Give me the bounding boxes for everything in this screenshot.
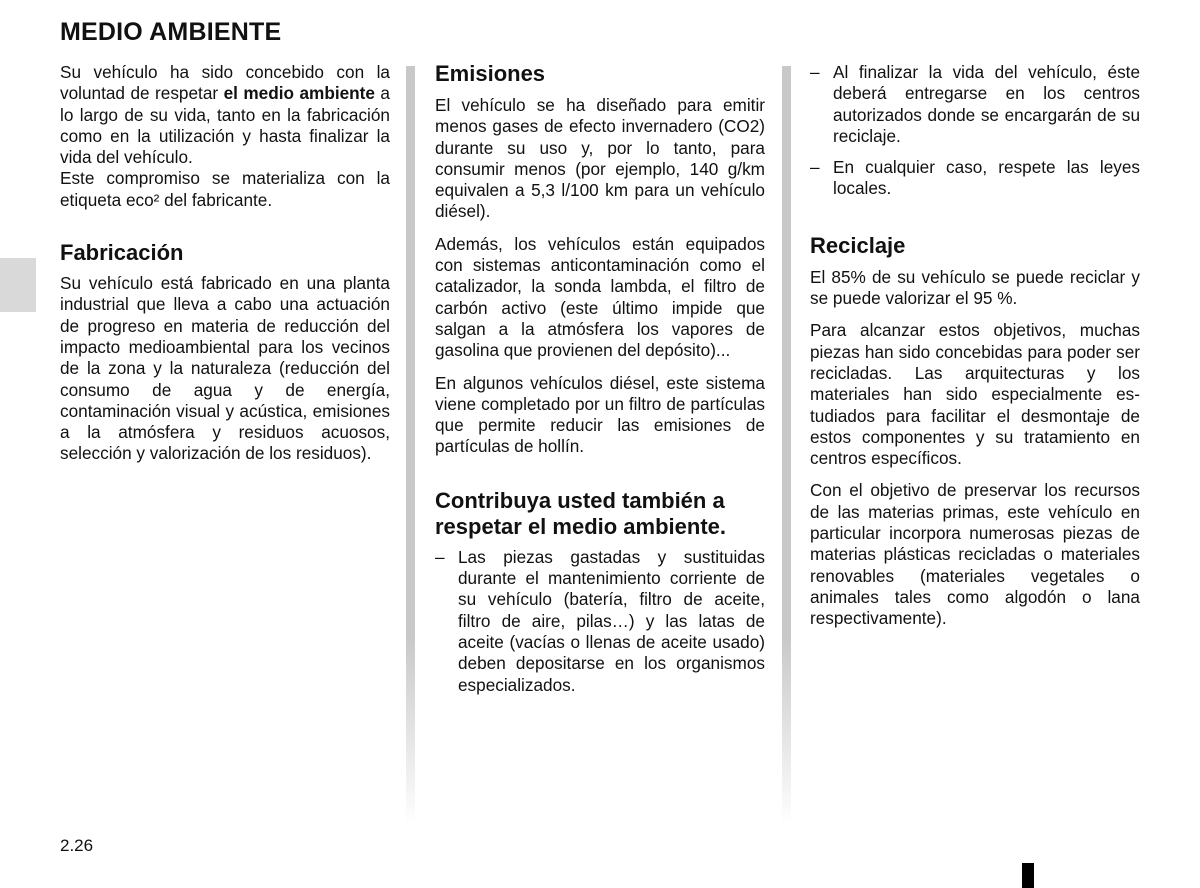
fabricacion-paragraph: Su vehículo está fabricado en una planta industrial que lleva a cabo una actuación de progreso en materia de reducción del impacto medioambiental para los vecinos de la zona y la naturaleza (reducción del consumo de agua y de energía, contaminación visual y acústica, emisiones a la atmósfera y residuos acuosos, selección y valorización de los residuos).	[60, 273, 390, 464]
list-item	[435, 547, 765, 696]
column-divider-2	[782, 66, 791, 826]
heading-fabricacion: Fabricación	[60, 240, 184, 266]
list-item	[810, 157, 1140, 200]
intro-text-bold: el medio ambiente	[223, 83, 375, 104]
page-edge-marker	[1022, 863, 1034, 888]
intro-paragraph-2: Este compromiso se materializa con la etiqueta eco² del fabricante.	[60, 168, 390, 210]
page-number: 2.26	[60, 836, 94, 855]
reciclaje-paragraph-1: El 85% de su vehículo se puede reciclar y se puede valorizar el 95 %.	[810, 266, 1140, 309]
page-title: MEDIO AMBIENTE	[60, 18, 282, 46]
intro-paragraph	[60, 62, 390, 168]
heading-emisiones: Emisiones	[435, 61, 546, 86]
emisiones-paragraph-1: El vehículo se ha diseñado para emitir menos gases de efecto invernadero (CO2) durante su uso y, por lo tanto, para consumir menos (por ejemplo, 140 g/km equivalen a 5,3 l/100 km para un vehículo diésel).	[435, 95, 765, 222]
emisiones-paragraph-2: Además, los vehículos están equipados con sistemas anticontaminación como el catalizador, la sonda lambda, el filtro de carbón activo (este último impide que salgan a la atmósfera los vapores de gasolina que provienen del depósito)...	[435, 233, 765, 361]
reciclaje-paragraph-3: Con el objetivo de preservar los recursos de las materias primas, este vehículo en particular incorpora numerosas piezas de materias plásticas recicladas o materiales renovables (materiales vegetales o animales tales como algodón o lana respectivamente).	[810, 480, 1140, 629]
dash-bullet: –	[810, 157, 820, 178]
heading-reciclaje: Reciclaje	[810, 232, 906, 258]
column-middle	[435, 60, 765, 706]
list-item-text: Las piezas gastadas y sustituidas durante el mantenimiento corriente de su vehículo (batería, filtro de aceite, filtro de aire, pilas…) y las latas de aceite (vacías o llenas de aceite usado) deben depositarse en los organismos especializados.	[458, 546, 765, 695]
dash-bullet: –	[435, 546, 445, 567]
column-right	[810, 62, 1140, 641]
column-left	[60, 62, 390, 476]
heading-contribuya: Contribuya usted también a respetar el medio ambiente.	[435, 487, 726, 539]
intro-text-end: a lo largo de su vida, tanto en la fabricación como en la utilización y hasta finalizar la vida del vehículo.	[60, 83, 390, 168]
list-item-text: Al finalizar la vida del vehículo, éste deberá entregarse en los centros autorizados donde se encargarán de su reciclaje.	[833, 62, 1140, 146]
intro-text-start: Su vehículo ha sido concebido con la voluntad de respetar	[60, 62, 390, 104]
emisiones-paragraph-3: En algunos vehículos diésel, este sistema viene completado por un filtro de partículas que permite reducir las emisiones de partículas de hollín.	[435, 372, 765, 457]
list-item-text: En cualquier caso, respete las leyes locales.	[833, 157, 1140, 199]
reciclaje-paragraph-2: Para alcanzar estos objetivos, muchas piezas han sido concebidas para poder ser recicladas. Las arquitecturas y los materiales han sido especialmente estudiados para facilitar el desmontaje de estos componentes y su tratamiento en centros específicos.	[810, 320, 1140, 469]
chapter-tab-marker	[0, 258, 36, 312]
list-item	[810, 62, 1140, 147]
dash-bullet: –	[810, 62, 820, 82]
column-divider-1	[406, 66, 415, 826]
